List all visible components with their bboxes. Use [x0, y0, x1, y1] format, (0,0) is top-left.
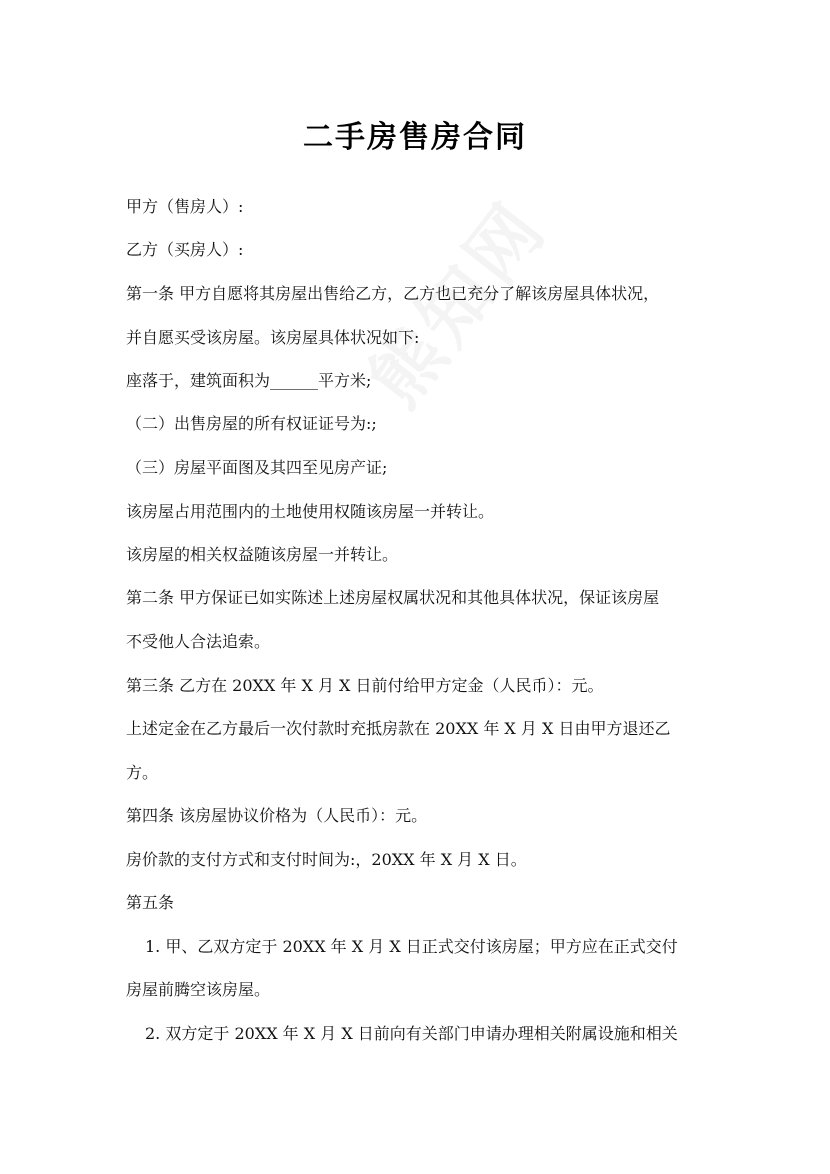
- article-5-item-1-line-2: 房屋前腾空该房屋。: [126, 980, 271, 999]
- party-a-line: 甲方（售房人）:: [126, 197, 244, 216]
- certificate-line: （二）出售房屋的所有权证证号为:;: [126, 414, 377, 433]
- article-2-line-2: 不受他人合法追索。: [126, 632, 271, 651]
- article-5-item-1-line-1: 1. 甲、乙双方定于 20XX 年 X 月 X 日正式交付该房屋；甲方应在正式交付: [145, 937, 678, 956]
- article-1-line-2: 并自愿买受该房屋。该房屋具体状况如下:: [126, 328, 420, 347]
- related-rights-line: 该房屋的相关权益随该房屋一并转让。: [126, 545, 399, 564]
- article-1-line-1: 第一条 甲方自愿将其房屋出售给乙方，乙方也已充分了解该房屋具体状况，: [126, 284, 660, 303]
- article-5-item-2-line-1: 2. 双方定于 20XX 年 X 月 X 日前向有关部门申请办理相关附属设施和相关: [145, 1024, 678, 1043]
- article-3-line-3: 方。: [126, 763, 159, 782]
- article-4-line-1: 第四条 该房屋协议价格为（人民币）：元。: [126, 806, 428, 825]
- party-b-line: 乙方（买房人）:: [126, 240, 244, 259]
- location-area-line: 座落于，建筑面积为______平方米;: [126, 371, 372, 390]
- land-use-line: 该房屋占用范围内的土地使用权随该房屋一并转让。: [126, 502, 495, 521]
- article-2-line-1: 第二条 甲方保证已如实陈述上述房屋权属状况和其他具体状况，保证该房屋: [126, 588, 660, 607]
- document-title: 二手房售房合同: [303, 120, 527, 155]
- article-5-heading: 第五条: [126, 893, 175, 912]
- floor-plan-line: （三）房屋平面图及其四至见房产证;: [126, 458, 388, 477]
- article-4-line-2: 房价款的支付方式和支付时间为:，20XX 年 X 月 X 日。: [126, 850, 527, 869]
- article-3-line-2: 上述定金在乙方最后一次付款时充抵房款在 20XX 年 X 月 X 日由甲方退还乙: [126, 719, 671, 738]
- article-3-line-1: 第三条 乙方在 20XX 年 X 月 X 日前付给甲方定金（人民币）：元。: [126, 676, 604, 695]
